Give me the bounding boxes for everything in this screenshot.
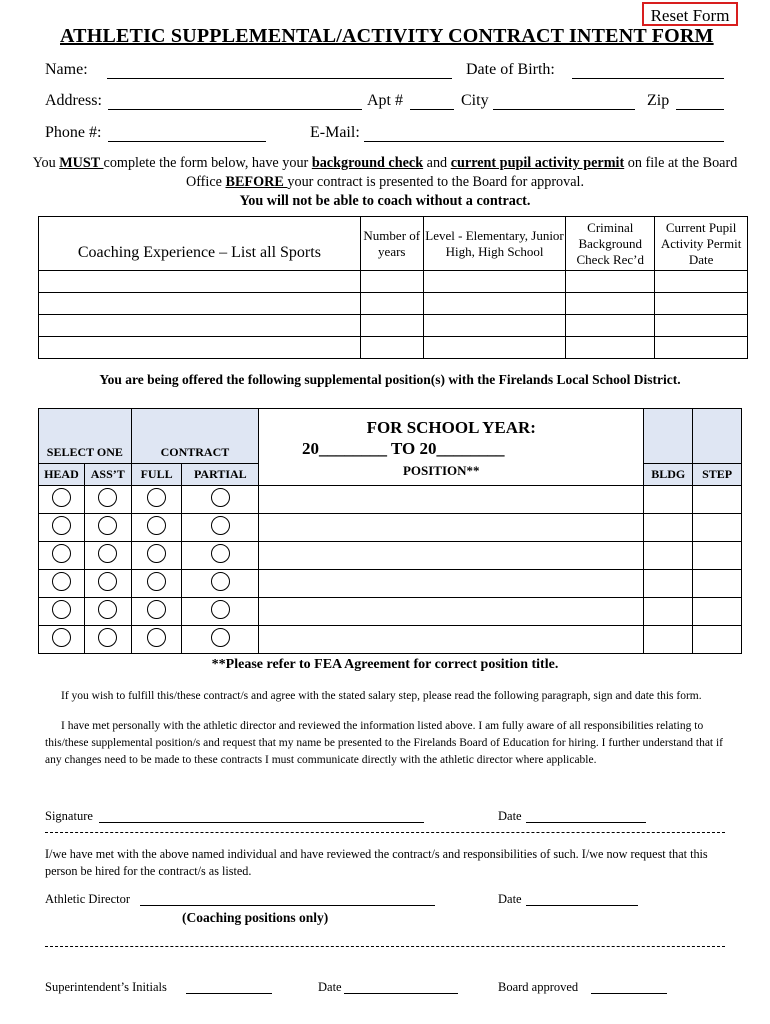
position-table [38,408,742,654]
head-radio[interactable] [52,600,71,619]
table-row [39,315,748,337]
partial-radio[interactable] [211,544,230,563]
signature-label: Signature [45,809,93,823]
level-header: Level - Elementary, Junior High, High School [423,217,566,271]
instruction-paragraph: If you wish to fulfill this/these contract/s and agree with the stated salary step, please read the following paragraph, sign and date this form. [61,690,702,702]
divider [45,832,725,843]
name-label: Name: [45,61,88,78]
partial-header: PARTIAL [182,464,259,486]
director-date-label: Date [498,892,522,906]
head-radio[interactable] [52,628,71,647]
full-radio[interactable] [147,572,166,591]
superintendent-date-field[interactable] [344,979,458,994]
coaching-only-note: (Coaching positions only) [182,910,329,925]
partial-radio[interactable] [211,488,230,507]
director-date-field[interactable] [526,891,638,906]
address-label: Address: [45,92,102,109]
phone-label: Phone #: [45,124,102,141]
superintendent-label: Superintendent’s Initials [45,980,167,994]
select-one-header: SELECT ONE [39,409,132,464]
signature-date-label: Date [498,809,522,823]
head-radio[interactable] [52,516,71,535]
partial-radio[interactable] [211,600,230,619]
apt-label: Apt # [367,92,403,109]
asst-radio[interactable] [98,572,117,591]
zip-field[interactable] [676,93,724,110]
coaching-experience-table [38,216,748,359]
address-field[interactable] [108,93,362,110]
coaching-experience-header: Coaching Experience – List all Sports [39,217,361,271]
name-field[interactable] [107,62,452,79]
athletic-director-field[interactable] [140,891,435,906]
asst-header: ASS’T [84,464,131,486]
head-radio[interactable] [52,572,71,591]
full-radio[interactable] [147,516,166,535]
table-row [39,514,742,542]
table-row [39,271,748,293]
email-field[interactable] [364,125,724,142]
asst-radio[interactable] [98,516,117,535]
divider [45,946,725,957]
table-row [39,542,742,570]
table-row [39,293,748,315]
full-radio[interactable] [147,544,166,563]
table-row [39,570,742,598]
dob-label: Date of Birth: [466,61,555,78]
full-radio[interactable] [147,600,166,619]
partial-radio[interactable] [211,516,230,535]
asst-radio[interactable] [98,488,117,507]
step-header: STEP [693,464,742,486]
superintendent-initials-field[interactable] [186,979,272,994]
dob-field[interactable] [572,62,724,79]
table-row [39,486,742,514]
head-radio[interactable] [52,544,71,563]
fea-note: **Please refer to FEA Agreement for correct position title. [211,657,559,672]
reset-form-button[interactable]: Reset Form [642,2,738,26]
background-check-header: Criminal Background Check Rec’d [566,217,655,271]
years-header: Number of years [360,217,423,271]
board-approved-label: Board approved [498,980,579,994]
asst-radio[interactable] [98,628,117,647]
signature-field[interactable] [99,808,424,823]
athletic-director-label: Athletic Director [45,892,131,906]
full-radio[interactable] [147,628,166,647]
city-label: City [461,92,489,109]
permit-date-header: Current Pupil Activity Permit Date [655,217,748,271]
bldg-header: BLDG [644,464,693,486]
superintendent-date-label: Date [318,980,342,994]
contract-header: CONTRACT [131,409,258,464]
table-row [39,626,742,654]
asst-radio[interactable] [98,544,117,563]
school-year-header: FOR SCHOOL YEAR: 20________ TO 20________ POSITION** [259,409,644,486]
board-approved-field[interactable] [591,979,667,994]
phone-field[interactable] [108,125,266,142]
head-radio[interactable] [52,488,71,507]
background-check-notice: You MUST complete the form below, have your background check and current pupil activity permit on file at the Board Office BEFORE your contract is presented to the Board for approval. You will not be able to coach without a contract. [32,155,738,209]
city-field[interactable] [493,93,635,110]
asst-radio[interactable] [98,600,117,619]
signature-date-field[interactable] [526,808,646,823]
zip-label: Zip [647,92,670,109]
apt-field[interactable] [410,93,454,110]
full-radio[interactable] [147,488,166,507]
partial-radio[interactable] [211,628,230,647]
full-header: FULL [131,464,182,486]
table-row [39,598,742,626]
partial-radio[interactable] [211,572,230,591]
email-label: E-Mail: [310,124,360,141]
head-header: HEAD [39,464,85,486]
offer-statement: You are being offered the following supplemental position(s) with the Firelands Local School District. [99,372,681,387]
form-title: ATHLETIC SUPPLEMENTAL/ACTIVITY CONTRACT INTENT FORM [60,25,714,47]
director-paragraph: I/we have met with the above named individual and have reviewed the contract/s and responsibilities of such. I/we now request that this person be hired for the contract/s as listed. [45,847,708,878]
agreement-paragraph: I have met personally with the athletic director and reviewed the information listed above. I am fully aware of all responsibilities relating to this/these supplemental position/s and request that my name be presented to the Firelands Board of Education for hiring. I further understand that if any changes need to be made to these contracts I must communicate directly with the athletic director where applicable. [45,720,724,766]
table-row [39,337,748,359]
